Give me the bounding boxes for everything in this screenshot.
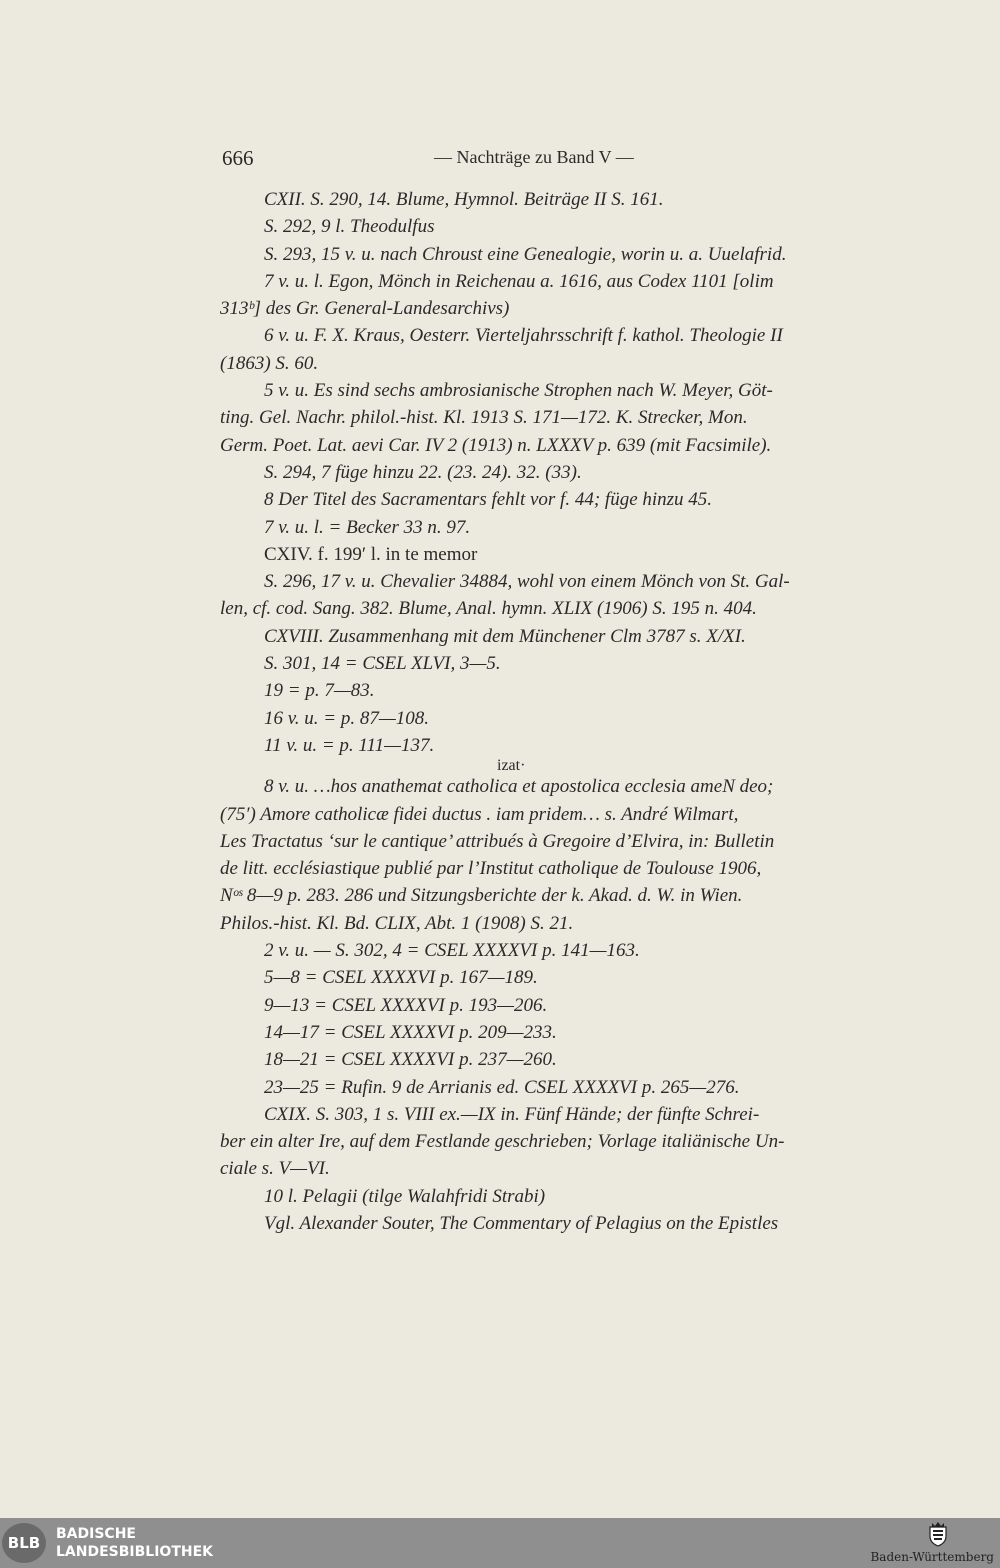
page-number: 666 [222,146,254,170]
text-line: S. 293, 15 v. u. nach Chroust eine Genealogie, worin u. a. Uuelafrid. [264,243,787,265]
text-line: 5 v. u. Es sind sechs ambrosianische Strophen nach W. Meyer, Göt- [264,380,773,402]
text-line: S. 296, 17 v. u. Chevalier 34884, wohl von einem Mönch von St. Gal- [264,571,790,593]
library-name [56,1525,213,1561]
text-line: 7 v. u. l. Egon, Mönch in Reichenau a. 1616, aus Codex 1101 [olim [264,270,774,292]
text-line: (1863) S. 60. [220,352,319,374]
text-line: len, cf. cod. Sang. 382. Blume, Anal. hymn. XLIX (1906) S. 195 n. 404. [220,598,757,620]
text-line: 23—25 = Rufin. 9 de Arrianis ed. CSEL XXXXVI p. 265—276. [264,1076,740,1098]
text-line: Vgl. Alexander Souter, The Commentary of Pelagius on the Epistles [264,1212,779,1234]
page-header [222,146,890,172]
text-line: Les Tractatus ‘sur le cantique’ attribués à Gregoire d’Elvira, in: Bulletin [220,830,775,852]
running-title: — Nachträge zu Band V — [434,147,634,167]
text-line: S. 294, 7 füge hinzu 22. (23. 24). 32. (33). [264,461,582,483]
text-line: 5—8 = CSEL XXXXVI p. 167—189. [264,967,538,989]
text-line: Nᵒˢ 8—9 p. 283. 286 und Sitzungsberichte der k. Akad. d. W. in Wien. [220,885,743,907]
text-line: de litt. ecclésiastique publié par l’Institut catholique de Toulouse 1906, [220,858,762,880]
text-line: 8 v. u. …hos anathemat catholica et apostolica ecclesia ameN deo; [264,776,774,798]
text-line: Philos.-hist. Kl. Bd. CLIX, Abt. 1 (1908) S. 21. [220,912,574,934]
text-line: ber ein alter Ire, auf dem Festlande geschrieben; Vorlage italiänische Un- [220,1131,785,1153]
text-line: S. 292, 9 l. Theodulfus [264,216,435,238]
text-line: 313ᵇ] des Gr. General-Landesarchivs) [220,298,510,320]
text-line: 11 v. u. = p. 111—137. [264,734,435,756]
library-name-line2: LANDESBIBLIOTHEK [56,1544,214,1560]
text-line: (75′) Amore catholicæ fidei ductus . iam pridem… s. André Wilmart, [220,803,739,825]
text-line: 14—17 = CSEL XXXXVI p. 209—233. [264,1021,557,1043]
text-line: 6 v. u. F. X. Kraus, Oesterr. Vierteljahrsschrift f. kathol. Theologie II [264,325,783,347]
text-line: S. 301, 14 = CSEL XLVI, 3—5. [264,653,501,675]
text-line: ciale s. V—VI. [220,1158,330,1180]
body-text [220,186,892,1237]
text-line: 19 = p. 7—83. [264,680,375,702]
text-line: 9—13 = CSEL XXXXVI p. 193—206. [264,994,548,1016]
text-line: 16 v. u. = p. 87—108. [264,707,429,729]
blb-logo-text: BLB [7,1534,41,1552]
blb-logo[interactable] [2,1523,46,1563]
text-line: 18—21 = CSEL XXXXVI p. 237—260. [264,1049,557,1071]
state-name: Baden-Württemberg [870,1550,994,1564]
interlinear-gloss: izat· [497,757,526,775]
text-line: CXII. S. 290, 14. Blume, Hymnol. Beiträge II S. 161. [264,189,664,210]
coat-of-arms-icon [928,1521,948,1547]
library-footer-bar [0,1518,1000,1568]
text-line: CXIV. f. 199′ l. in te memor [264,543,478,565]
text-line: 8 Der Titel des Sacramentars fehlt vor f. 44; füge hinzu 45. [264,489,713,511]
text-line: 7 v. u. l. = Becker 33 n. 97. [264,516,471,538]
text-line: CXIX. S. 303, 1 s. VIII ex.—IX in. Fünf Hände; der fünfte Schrei- [264,1103,760,1125]
text-line: 2 v. u. — S. 302, 4 = CSEL XXXXVI p. 141—163. [264,940,640,962]
library-name-line1: BADISCHE [56,1526,136,1542]
text-line: ting. Gel. Nachr. philol.-hist. Kl. 1913 S. 171—172. K. Strecker, Mon. [220,407,748,429]
text-line: Germ. Poet. Lat. aevi Car. IV 2 (1913) n. LXXXV p. 639 (mit Facsimile). [220,434,772,456]
text-line: 10 l. Pelagii (tilge Walahfridi Strabi) [264,1185,546,1207]
text-line: CXVIII. Zusammenhang mit dem Münchener Clm 3787 s. X/XI. [264,625,746,647]
